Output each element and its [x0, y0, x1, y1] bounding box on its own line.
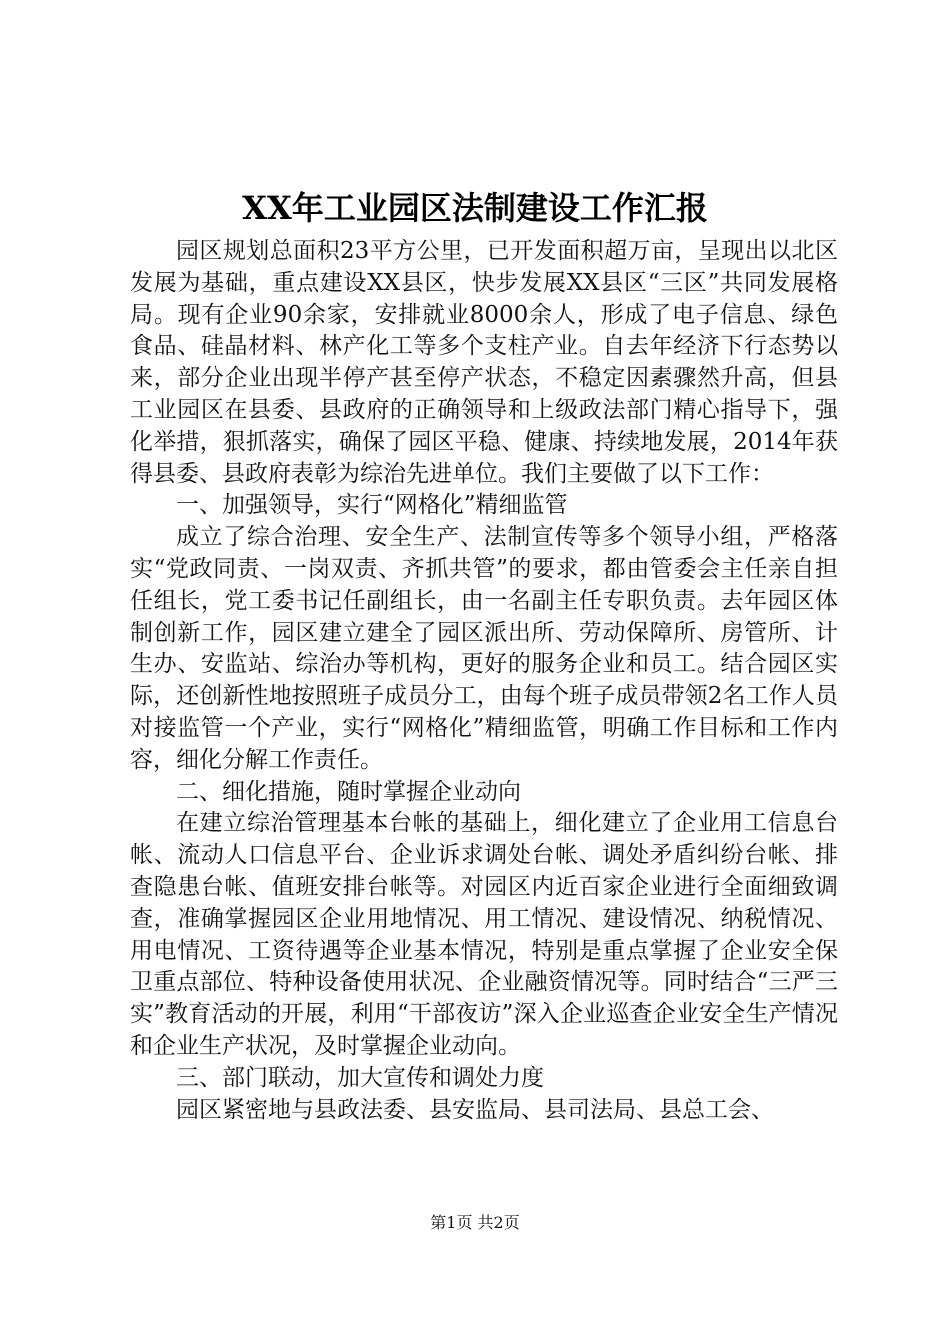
- document-title: XX年工业园区法制建设工作汇报: [242, 189, 708, 227]
- page-number-footer: 第1页 共2页: [430, 1213, 520, 1232]
- section-heading-1: 一、加强领导，实行“网格化”精细监管: [176, 492, 568, 519]
- document-body: [130, 236, 838, 1126]
- paragraph-intro: 园区规划总面积23平方公里，已开发面积超万亩，呈现出以北区发展为基础，重点建设XX县区，快步发展XX县区“三区”共同发展格局。现有企业90余家，安排就业8000余人，形成了电子信息、绿色食品、硅晶材料、林产化工等多个支柱产业。自去年经济下行态势以来，部分企业出现半停产甚至停产状态，不稳定因素骤然升高，但县工业园区在县委、县政府的正确领导和上级政法部门精心指导下，强化举措，狠抓落实，确保了园区平稳、健康、持续地发展，2014年获得县委、县政府表彰为综治先进单位。我们主要做了以下工作：: [130, 238, 838, 487]
- paragraph-section-2: 在建立综治管理基本台帐的基础上，细化建立了企业用工信息台帐、流动人口信息平台、企业诉求调处台帐、调处矛盾纠纷台帐、排查隐患台帐、值班安排台帐等。对园区内近百家企业进行全面细致调查，准确掌握园区企业用地情况、用工情况、建设情况、纳税情况、用电情况、工资待遇等企业基本情况，特别是重点掌握了企业安全保卫重点部位、特种设备使用状况、企业融资情况等。同时结合“三严三实”教育活动的开展，利用“干部夜访”深入企业巡查企业安全生产情况和企业生产状况，及时掌握企业动向。: [130, 810, 838, 1059]
- section-heading-2: 二、细化措施，随时掌握企业动向: [176, 778, 521, 805]
- section-heading-3: 三、部门联动，加大宣传和调处力度: [176, 1064, 544, 1091]
- paragraph-section-3: 园区紧密地与县政法委、县安监局、县司法局、县总工会、: [176, 1096, 774, 1123]
- paragraph-section-1: 成立了综合治理、安全生产、法制宣传等多个领导小组，严格落实“党政同责、一岗双责、齐抓共管”的要求，都由管委会主任亲自担任组长，党工委书记任副组长，由一名副主任专职负责。去年园区体制创新工作，园区建立建全了园区派出所、劳动保障所、房管所、计生办、安监站、综治办等机构，更好的服务企业和员工。结合园区实际，还创新性地按照班子成员分工，由每个班子成员带领2名工作人员对接监管一个产业，实行“网格化”精细监管，明确工作目标和工作内容，细化分解工作责任。: [130, 524, 838, 773]
